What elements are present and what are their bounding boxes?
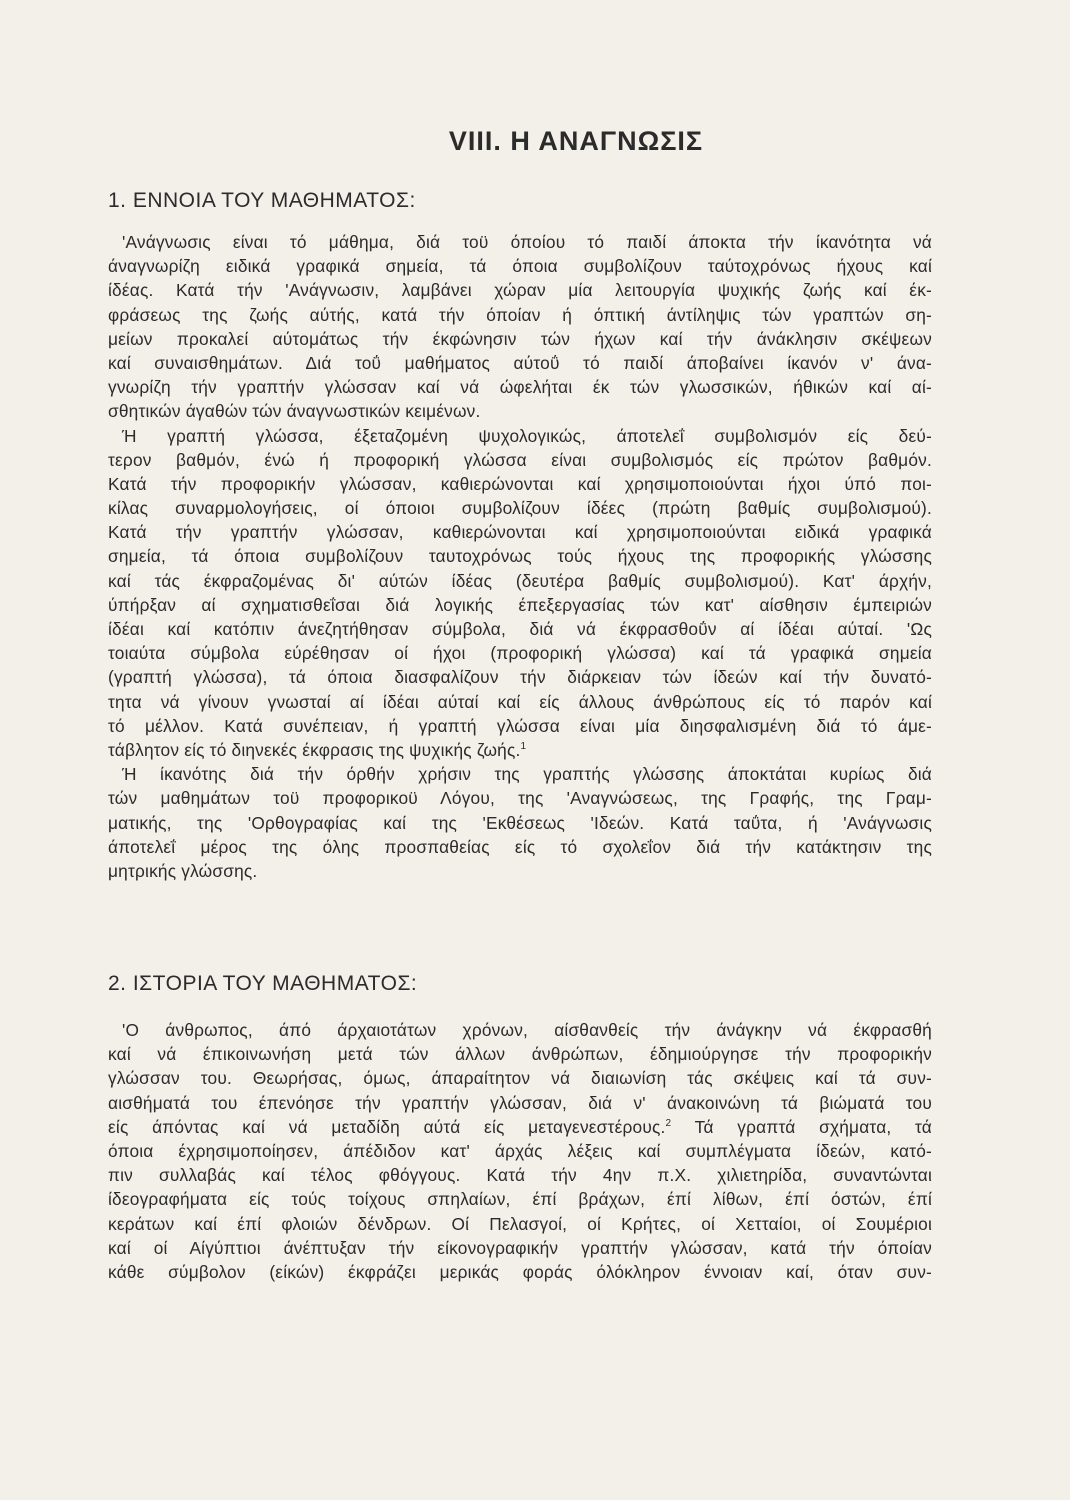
text-line: ίδεογραφήματα είς τούς τοίχους σπηλαίων, έπί βράχων, έπί λίθων, έπί όστών, έπί	[108, 1189, 932, 1210]
text-line	[108, 1115, 932, 1139]
text-line: όποια έχρησιμοποίησεν, άπέδιδον κατ' άρχάς λέξεις καί συμπλέγματα ίδεών, κατό-	[108, 1140, 932, 1161]
chapter-title: VIII. Η ΑΝΑΓΝΩΣΙΣ	[448, 126, 704, 156]
text-line: ύπήρξαν αί σχηματισθεΐσαι διά λογικής έπεξεργασίας τών κατ' αίσθησιν έμπειριών	[108, 594, 932, 615]
text-line: (γραπτή γλώσσα), τά όποια διασφαλίζουν τήν διάρκειαν τών ίδεών καί τήν δυνατό-	[108, 667, 932, 688]
text-line: σημεία, τά όποια συμβολίζουν ταυτοχρόνως τούς ήχους της προφορικής γλώσσης	[108, 546, 932, 567]
text-line: Κατά τήν γραπτήν γλώσσαν, καθιερώνονται καί χρησιμοποιούνται ειδικά γραφικά	[108, 522, 932, 543]
text-line: καί συναισθημάτων. Διά τοΰ μαθήματος αύτοΰ τό παιδί άποβαίνει ίκανόν ν' άνα-	[108, 352, 932, 373]
text-line: κάθε σύμβολον (είκών) έκφράζει μερικάς φοράς όλόκληρον έννοιαν καί, όταν συν-	[108, 1261, 932, 1282]
text-line: άποτελεΐ μέρος της όλης προσπαθείας είς τό σχολεΐον διά τήν κατάκτησιν της	[108, 836, 932, 857]
text-line: 'Ο άνθρωπος, άπό άρχαιοτάτων χρόνων, αίσθανθείς τήν άνάγκην νά έκφρασθή	[122, 1020, 932, 1040]
section-body-concept	[108, 230, 932, 883]
text-line: καί οί Αίγύπτιοι άνέπτυξαν τήν είκονογραφικήν γραπτήν γλώσσαν, κατά τήν όποίαν	[108, 1237, 932, 1258]
footnote-ref: 2	[665, 1117, 672, 1129]
text-line: γνωρίζη τήν γραπτήν γλώσσαν καί νά ώφελήται έκ τών γλωσσικών, ήθικών καί αί-	[108, 377, 932, 398]
text-line: μείων προκαλεί αύτομάτως τήν έκφώνησιν τών ήχων καί τήν άνάκλησιν σκέψεων	[108, 328, 932, 349]
text-line-content: είς άπόντας καί νά μεταδίδη αύτά είς μεταγενεστέρους.$^2$ Τά γραπτά σχήματα, τά	[108, 1116, 932, 1137]
footnote-ref: 1	[520, 741, 527, 753]
text-line: Κατά τήν προφορικήν γλώσσαν, καθιερώνονται καί χρησιμοποιούνται ήχοι ύπό ποι-	[108, 473, 932, 494]
section-heading-history: 2. ΙΣΤΟΡΙΑ ΤΟΥ ΜΑΘΗΜΑΤΟΣ:	[108, 972, 418, 995]
text-line: φράσεως της ζωής αύτής, κατά τήν όποίαν ή όπτική άντίληψις τών γραπτών ση-	[108, 304, 932, 325]
text-line: άναγνωρίζη ειδικά γραφικά σημεία, τά όποια συμβολίζουν ταύτοχρόνως ήχους καί	[108, 256, 932, 277]
text-line: μητρικής γλώσσης.	[108, 860, 258, 881]
text-line: τών μαθημάτων τοϋ προφορικοϋ Λόγου, της 'Αναγνώσεως, της Γραφής, της Γραμ-	[108, 788, 932, 809]
text-line: γλώσσαν του. Θεωρήσας, όμως, άπαραίτητον νά διαιωνίση τάς σκέψεις καί τά συν-	[108, 1068, 932, 1089]
text-line: Ή ίκανότης διά τήν όρθήν χρήσιν της γραπτής γλώσσης άποκτάται κυρίως διά	[122, 764, 932, 785]
text-line: σθητικών άγαθών τών άναγνωστικών κειμένων.	[108, 401, 481, 422]
text-line: τερον βαθμόν, ένώ ή προφορική γλώσσα είναι συμβολισμός είς πρώτον βαθμόν.	[108, 449, 932, 470]
text-line: καί νά έπικοινωνήση μετά τών άλλων άνθρώπων, έδημιούργησε τήν προφορικήν	[108, 1044, 932, 1065]
text-line	[108, 738, 932, 762]
text-line: κεράτων καί έπί φλοιών δένδρων. Οί Πελασγοί, οί Κρήτες, οί Χετταίοι, οί Σουμέριοι	[108, 1213, 932, 1234]
text-line: τοιαύτα σύμβολα εύρέθησαν οί ήχοι (προφορική γλώσσα) καί τά γραφικά σημεία	[108, 643, 932, 664]
section-body-history	[108, 1018, 932, 1284]
text-line: πιν συλλαβάς καί τέλος φθόγγους. Κατά τήν 4ην π.Χ. χιλιετηρίδα, συναντώνται	[108, 1165, 932, 1186]
text-line: τό μέλλον. Κατά συνέπειαν, ή γραπτή γλώσσα είναι μία διησφαλισμένη διά τό άμε-	[108, 715, 932, 736]
text-line: τητα νά γίνουν γνωσταί αί ίδέαι αύταί καί είς άλλους άνθρώπους είς τό παρόν καί	[108, 691, 932, 712]
text-line-content: τάβλητον είς τό διηνεκές έκφρασις της ψυχικής ζωής.	[108, 739, 521, 760]
text-line: καί τάς έκφραζομένας δι' αύτών ίδέας (δευτέρα βαθμίς συμβολισμού). Κατ' άρχήν,	[108, 570, 932, 591]
text-line: Ή γραπτή γλώσσα, έξεταζομένη ψυχολογικώς, άποτελεΐ συμβολισμόν είς δεύ-	[122, 425, 932, 446]
text-line: ματικής, της 'Ορθογραφίας καί της 'Εκθέσεως 'Ιδεών. Κατά ταΰτα, ή 'Ανάγνωσις	[108, 812, 932, 833]
text-line: ίδέας. Κατά τήν 'Ανάγνωσιν, λαμβάνει χώραν μία λειτουργία ψυχικής ζωής καί έκ-	[108, 280, 932, 301]
section-heading-concept: 1. ΕΝΝΟΙΑ ΤΟΥ ΜΑΘΗΜΑΤΟΣ:	[108, 189, 416, 212]
text-line: ίδέαι καί κατόπιν άνεζητήθησαν σύμβολα, διά νά έκφρασθοΰν αί ίδέαι αύταί. 'Ως	[108, 619, 932, 639]
text-line: αισθήματά του έπενόησε τήν γραπτήν γλώσσαν, διά ν' άνακοινώνη τά βιώματά του	[108, 1092, 932, 1113]
text-line: κίλας συναρμολογήσεις, οί όποιοι συμβολίζουν ίδέες (πρώτη βαθμίς συμβολισμού).	[108, 498, 932, 519]
text-line: 'Ανάγνωσις είναι τό μάθημα, διά τοϋ όποίου τό παιδί άποκτα τήν ίκανότητα νά	[122, 232, 932, 252]
